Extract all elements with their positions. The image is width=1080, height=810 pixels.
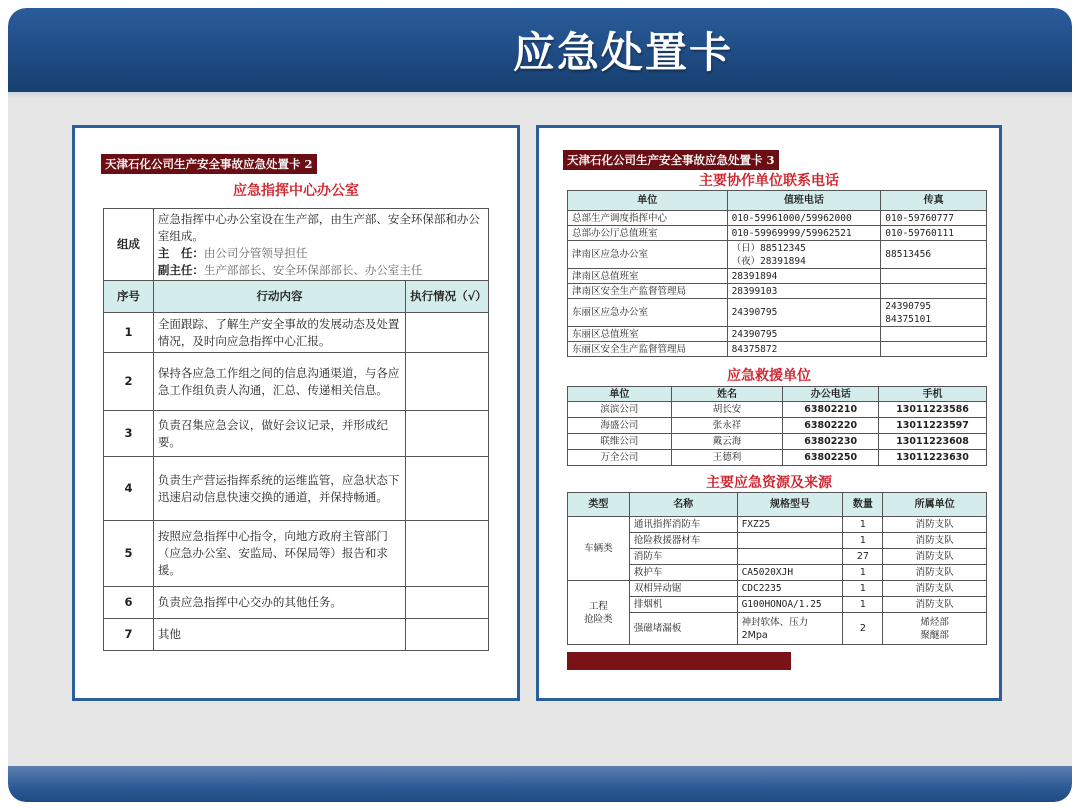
cell — [737, 613, 843, 645]
fax-2: 84375101 — [885, 313, 932, 325]
spec-line-1: 神封软体、压力 — [741, 616, 809, 628]
cell — [881, 327, 987, 342]
decorative-red-bar — [567, 652, 791, 670]
cell: 东丽区安全生产监督管理局 — [568, 342, 728, 357]
table-row — [568, 402, 987, 418]
row-text: 其他 — [153, 619, 405, 651]
cell — [881, 269, 987, 284]
cell: 救护车 — [629, 565, 737, 581]
table-row — [568, 327, 987, 342]
cell — [881, 342, 987, 357]
table-row — [104, 619, 489, 651]
table-row — [568, 450, 987, 466]
cell: 总部办公厅总值班室 — [568, 226, 728, 241]
cell: 84375872 — [727, 342, 881, 357]
rescue-table — [567, 386, 987, 466]
group-vehicles: 车辆类 — [568, 517, 630, 581]
table-row — [568, 211, 987, 226]
rescue-col-mobile: 手机 — [879, 387, 987, 402]
cell: 消防车 — [629, 549, 737, 565]
card-2 — [72, 125, 520, 701]
cell: 2 — [843, 613, 883, 645]
cell: 1 — [843, 597, 883, 613]
cell: 28399103 — [727, 284, 881, 299]
contacts-col-unit: 单位 — [568, 191, 728, 211]
cell: G100HONOA/1.25 — [737, 597, 843, 613]
composition-label: 组成 — [104, 209, 154, 281]
title-bar — [8, 8, 1072, 92]
table-row — [104, 587, 489, 619]
row-no: 3 — [104, 411, 154, 457]
cell: 010-59760777 — [881, 211, 987, 226]
row-no: 7 — [104, 619, 154, 651]
cell: 强磁堵漏板 — [629, 613, 737, 645]
row-no: 6 — [104, 587, 154, 619]
row-status-cell[interactable] — [406, 521, 489, 587]
table-row — [568, 241, 987, 269]
cell: 010-59961000/59962000 — [727, 211, 881, 226]
col-no-header: 序号 — [104, 281, 154, 313]
cell: 88513456 — [881, 241, 987, 269]
row-text: 全面跟踪、了解生产安全事故的发展动态及处置情况，及时向应急指挥中心汇报。 — [153, 313, 405, 353]
day-phone: （日）88512345 — [731, 242, 806, 254]
contacts-col-fax: 传真 — [881, 191, 987, 211]
cell: 28391894 — [727, 269, 881, 284]
row-no: 1 — [104, 313, 154, 353]
row-no: 2 — [104, 353, 154, 411]
night-phone: （夜）28391894 — [731, 255, 806, 267]
table-row — [568, 549, 987, 565]
unit-line-1: 烯烃部 — [920, 616, 949, 628]
cell: 东丽区应急办公室 — [568, 299, 728, 327]
director-line: 主 任：由公司分管领导担任 — [157, 245, 308, 260]
table-row — [568, 613, 987, 645]
cell: 24390795 — [727, 299, 881, 327]
cell: 津南区应急办公室 — [568, 241, 728, 269]
table-row — [568, 581, 987, 597]
cell — [727, 241, 881, 269]
cell: 24390795 — [727, 327, 881, 342]
row-no: 5 — [104, 521, 154, 587]
resources-header — [568, 493, 987, 517]
composition-row — [104, 209, 489, 281]
deputy-line: 副主任：生产部部长、安全环保部部长、办公室主任 — [157, 262, 423, 277]
resources-title: 主要应急资源及来源 — [706, 475, 832, 491]
cell: CDC2235 — [737, 581, 843, 597]
res-col-unit: 所属单位 — [883, 493, 987, 517]
row-status-cell[interactable] — [406, 587, 489, 619]
table-row — [568, 269, 987, 284]
cell — [883, 613, 987, 645]
cell: 1 — [843, 517, 883, 533]
cell — [737, 549, 843, 565]
table-header — [104, 281, 489, 313]
composition-text — [153, 209, 488, 281]
cell: 津南区安全生产监督管理局 — [568, 284, 728, 299]
cell: 1 — [843, 581, 883, 597]
row-text: 按照应急指挥中心指令，向地方政府主管部门（应急办公室、安监局、环保局等）报告和求援。 — [153, 521, 405, 587]
card-3-heading: 天津石化公司生产安全事故应急处置卡 3 — [563, 150, 779, 170]
contacts-col-phone: 值班电话 — [727, 191, 881, 211]
cell: 63802220 — [783, 418, 879, 434]
cell: 13011223630 — [879, 450, 987, 466]
cell: 1 — [843, 565, 883, 581]
cell: CA5020XJH — [737, 565, 843, 581]
contacts-header — [568, 191, 987, 211]
table-row — [104, 411, 489, 457]
cell: 抢险救援器材车 — [629, 533, 737, 549]
table-row — [104, 353, 489, 411]
cell: 戴云海 — [671, 434, 783, 450]
cell — [881, 299, 987, 327]
cell: 63802230 — [783, 434, 879, 450]
title-bar-shadow — [8, 92, 1072, 98]
cell: FXZ25 — [737, 517, 843, 533]
cell: 消防支队 — [883, 597, 987, 613]
table-row — [568, 226, 987, 241]
cell: 王德利 — [671, 450, 783, 466]
composition-line: 应急指挥中心办公室设在生产部，由生产部、安全环保部和办公室组成。 — [157, 211, 480, 243]
cell: 胡长安 — [671, 402, 783, 418]
cell: 13011223608 — [879, 434, 987, 450]
footer-bar — [8, 766, 1072, 802]
res-col-spec: 规格型号 — [737, 493, 843, 517]
table-row — [568, 284, 987, 299]
row-text: 负责生产营运指挥系统的运维监管，应急状态下迅速启动信息快速交换的通道，并保持畅通。 — [153, 457, 405, 521]
cell: 海盛公司 — [568, 418, 672, 434]
res-col-name: 名称 — [629, 493, 737, 517]
group-label-2: 抢险类 — [584, 613, 613, 625]
rescue-col-office: 办公电话 — [783, 387, 879, 402]
row-text: 保持各应急工作组之间的信息沟通渠道，与各应急工作组负责人沟通，汇总、传递相关信息。 — [153, 353, 405, 411]
cell — [737, 533, 843, 549]
row-no: 4 — [104, 457, 154, 521]
cell: 010-59760111 — [881, 226, 987, 241]
res-col-type: 类型 — [568, 493, 630, 517]
rescue-col-name: 姓名 — [671, 387, 783, 402]
row-status-cell[interactable] — [406, 411, 489, 457]
table-row — [568, 299, 987, 327]
rescue-col-unit: 单位 — [568, 387, 672, 402]
cell: 通讯指挥消防车 — [629, 517, 737, 533]
spec-line-2: 2Mpa — [741, 629, 768, 641]
table-row — [104, 457, 489, 521]
cell: 排烟机 — [629, 597, 737, 613]
action-table — [103, 208, 489, 651]
contacts-table — [567, 190, 987, 357]
card-2-subtitle: 应急指挥中心办公室 — [233, 183, 359, 199]
cell: 万全公司 — [568, 450, 672, 466]
table-row — [568, 533, 987, 549]
row-text: 负责召集应急会议，做好会议记录，并形成纪要。 — [153, 411, 405, 457]
rescue-title: 应急救援单位 — [727, 368, 811, 384]
cell: 津南区总值班室 — [568, 269, 728, 284]
slide-title: 应急处置卡 — [512, 28, 733, 77]
rescue-header — [568, 387, 987, 402]
col-action-header: 行动内容 — [153, 281, 405, 313]
cell: 消防支队 — [883, 549, 987, 565]
card-3 — [536, 125, 1002, 701]
fax-1: 24390795 — [885, 300, 932, 312]
card-2-heading: 天津石化公司生产安全事故应急处置卡 2 — [101, 154, 317, 174]
cell: 消防支队 — [883, 517, 987, 533]
cell: 联维公司 — [568, 434, 672, 450]
group-engineering — [568, 581, 630, 645]
cell: 双相异动锯 — [629, 581, 737, 597]
cell — [881, 284, 987, 299]
cell: 总部生产调度指挥中心 — [568, 211, 728, 226]
row-status-cell[interactable] — [406, 313, 489, 353]
table-row — [568, 565, 987, 581]
cell: 消防支队 — [883, 581, 987, 597]
cell: 1 — [843, 533, 883, 549]
cell: 13011223586 — [879, 402, 987, 418]
cell: 27 — [843, 549, 883, 565]
row-status-cell[interactable] — [406, 353, 489, 411]
row-status-cell[interactable] — [406, 457, 489, 521]
unit-line-2: 聚醚部 — [920, 629, 949, 641]
group-label-1: 工程 — [588, 600, 608, 612]
cell: 13011223597 — [879, 418, 987, 434]
cell: 消防支队 — [883, 533, 987, 549]
res-col-qty: 数量 — [843, 493, 883, 517]
table-row — [568, 434, 987, 450]
table-row — [568, 342, 987, 357]
resources-table — [567, 492, 987, 645]
row-status-cell[interactable] — [406, 619, 489, 651]
cell: 张永祥 — [671, 418, 783, 434]
table-row — [568, 597, 987, 613]
table-row — [104, 521, 489, 587]
cell: 滨滨公司 — [568, 402, 672, 418]
cell: 东丽区总值班室 — [568, 327, 728, 342]
table-row — [568, 418, 987, 434]
cell: 消防支队 — [883, 565, 987, 581]
cell: 63802250 — [783, 450, 879, 466]
contacts-title: 主要协作单位联系电话 — [699, 173, 839, 189]
row-text: 负责应急指挥中心交办的其他任务。 — [153, 587, 405, 619]
table-row — [104, 313, 489, 353]
table-row — [568, 517, 987, 533]
cell: 63802210 — [783, 402, 879, 418]
cell: 010-59969999/59962521 — [727, 226, 881, 241]
col-status-header: 执行情况（√） — [406, 281, 489, 313]
